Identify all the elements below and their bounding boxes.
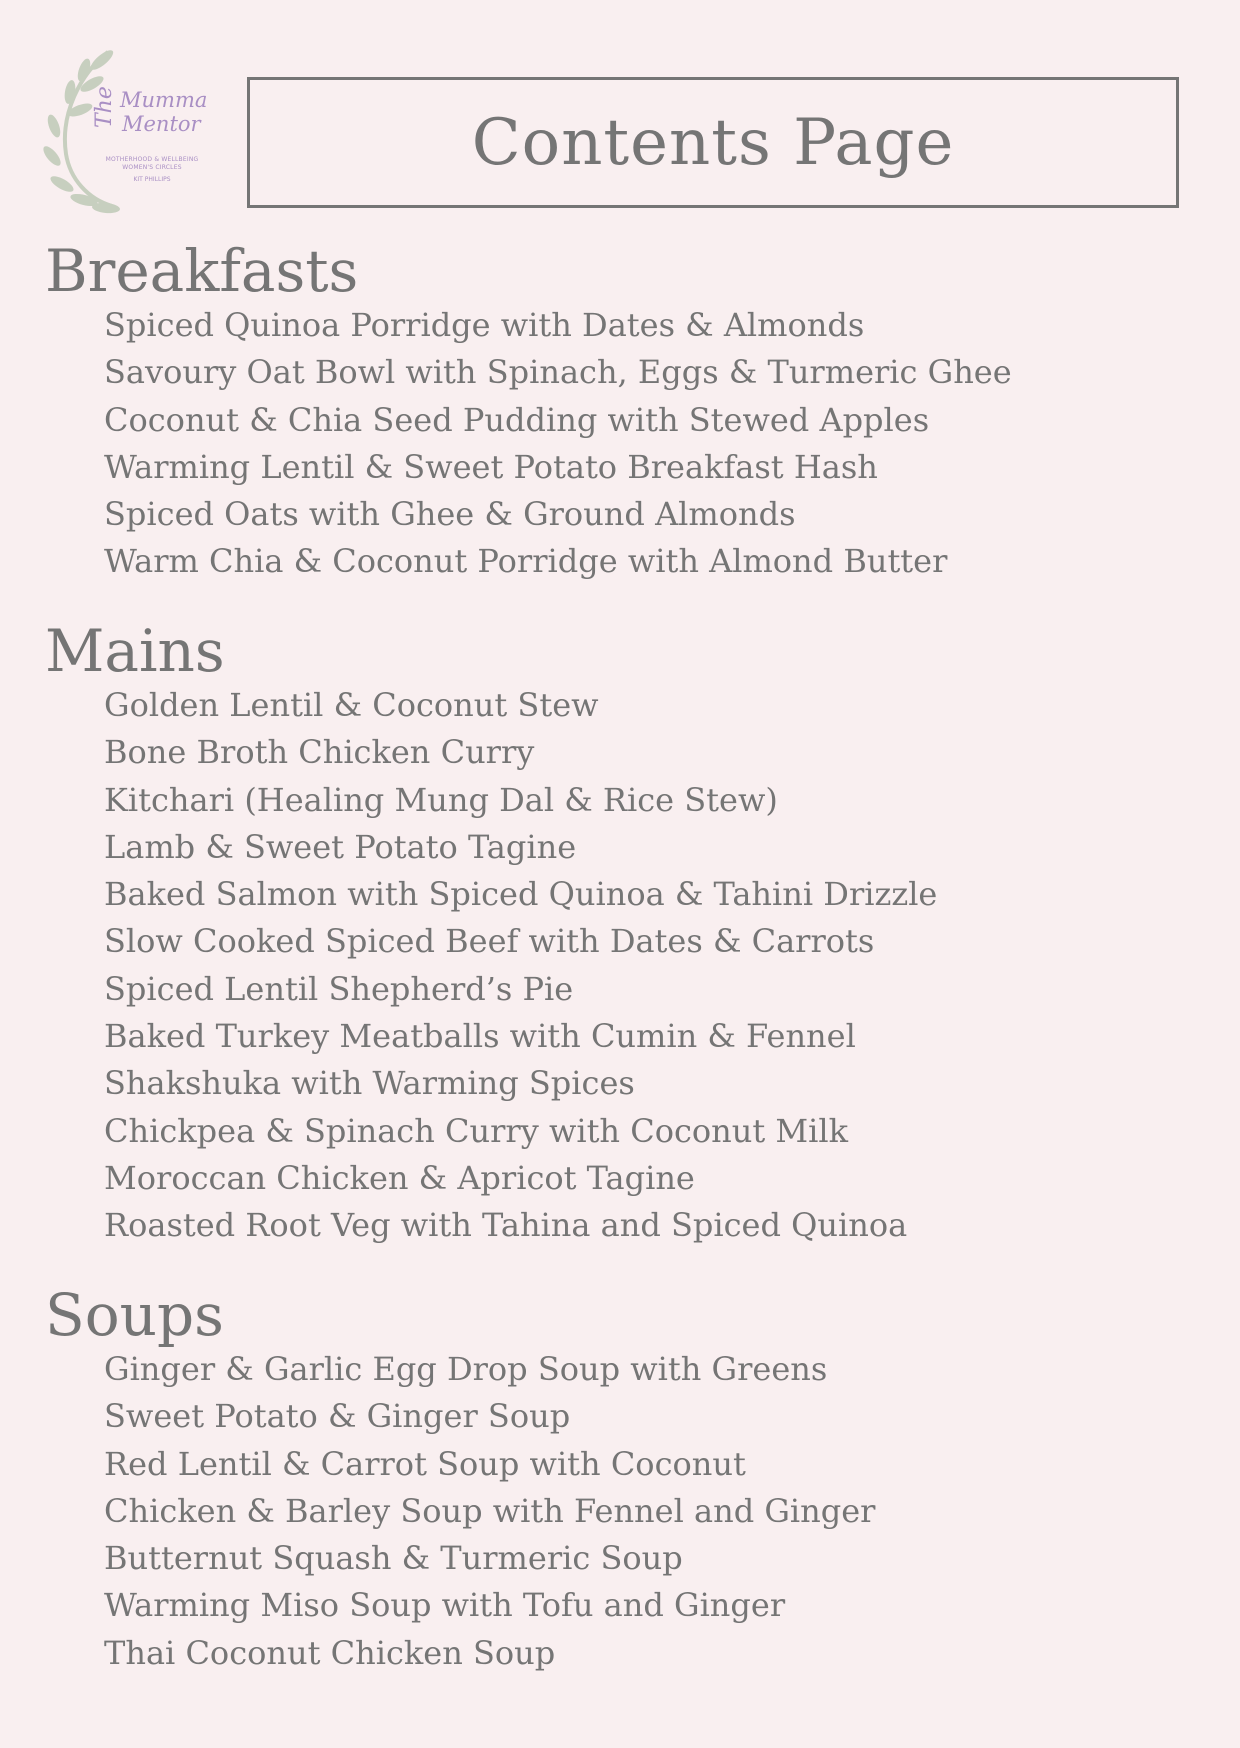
- list-item: Spiced Quinoa Porridge with Dates & Almonds: [104, 306, 865, 344]
- logo-tagline-line2: WOMEN'S CIRCLES: [122, 164, 182, 171]
- list-item: Slow Cooked Spiced Beef with Dates & Carrots: [104, 922, 875, 961]
- list-item: Lamb & Sweet Potato Tagine: [104, 827, 577, 866]
- laurel-icon: [40, 44, 120, 214]
- section-breakfasts: [45, 237, 1012, 586]
- list-item: Red Lentil & Carrot Soup with Coconut: [104, 1444, 746, 1483]
- logo-author: KIT PHILLIPS: [133, 176, 171, 183]
- list-item: Kitchari (Healing Mung Dal & Rice Stew): [104, 780, 778, 819]
- list-item: Spiced Oats with Ghee & Ground Almonds: [104, 495, 796, 534]
- list-item: Thai Coconut Chicken Soup: [104, 1633, 556, 1672]
- page-title-box: [247, 77, 1179, 208]
- list-item: Bone Broth Chicken Curry: [104, 733, 535, 772]
- logo-name: [120, 88, 207, 136]
- list-item: Butternut Squash & Turmeric Soup: [104, 1539, 683, 1578]
- list-item: Ginger & Garlic Egg Drop Soup with Greens: [104, 1350, 828, 1388]
- page-title: Contents Page: [471, 105, 955, 180]
- list-item: Baked Turkey Meatballs with Cumin & Fennel: [104, 1017, 856, 1056]
- list-item: Shakshuka with Warming Spices: [104, 1064, 635, 1103]
- section-mains: [45, 617, 938, 1250]
- list-item: Chicken & Barley Soup with Fennel and Ginger: [104, 1491, 876, 1530]
- section-heading: Mains: [45, 617, 225, 685]
- list-item: Sweet Potato & Ginger Soup: [104, 1397, 571, 1436]
- list-item: Warming Miso Soup with Tofu and Ginger: [104, 1586, 786, 1625]
- section-soups: [45, 1281, 876, 1677]
- list-item: Baked Salmon with Spiced Quinoa & Tahini Drizzle: [104, 875, 938, 914]
- logo-tagline: [92, 156, 212, 172]
- list-item: Warming Lentil & Sweet Potato Breakfast Hash: [104, 447, 878, 486]
- section-heading: Soups: [45, 1281, 224, 1349]
- recipe-list: [45, 1346, 875, 1677]
- recipe-list: [45, 302, 1012, 586]
- logo-name-line2: Mentor: [122, 112, 201, 136]
- list-item: Warm Chia & Coconut Porridge with Almond Butter: [104, 542, 948, 581]
- list-item: Moroccan Chicken & Apricot Tagine: [104, 1158, 695, 1197]
- list-item: Golden Lentil & Coconut Stew: [104, 686, 599, 724]
- list-item: Coconut & Chia Seed Pudding with Stewed Apples: [104, 400, 930, 439]
- list-item: Savoury Oat Bowl with Spinach, Eggs & Turmeric Ghee: [104, 353, 1012, 392]
- logo-tagline-line1: MOTHERHOOD & WELLBEING: [105, 156, 199, 163]
- logo-name-line1: Mumma: [120, 88, 208, 112]
- list-item: Chickpea & Spinach Curry with Coconut Milk: [104, 1111, 849, 1150]
- logo-the: The: [92, 86, 117, 128]
- brand-logo: [40, 44, 220, 214]
- recipe-list: [45, 682, 937, 1250]
- list-item: Roasted Root Veg with Tahina and Spiced Quinoa: [104, 1206, 908, 1245]
- list-item: Spiced Lentil Shepherd’s Pie: [104, 969, 574, 1008]
- section-heading: Breakfasts: [45, 237, 359, 305]
